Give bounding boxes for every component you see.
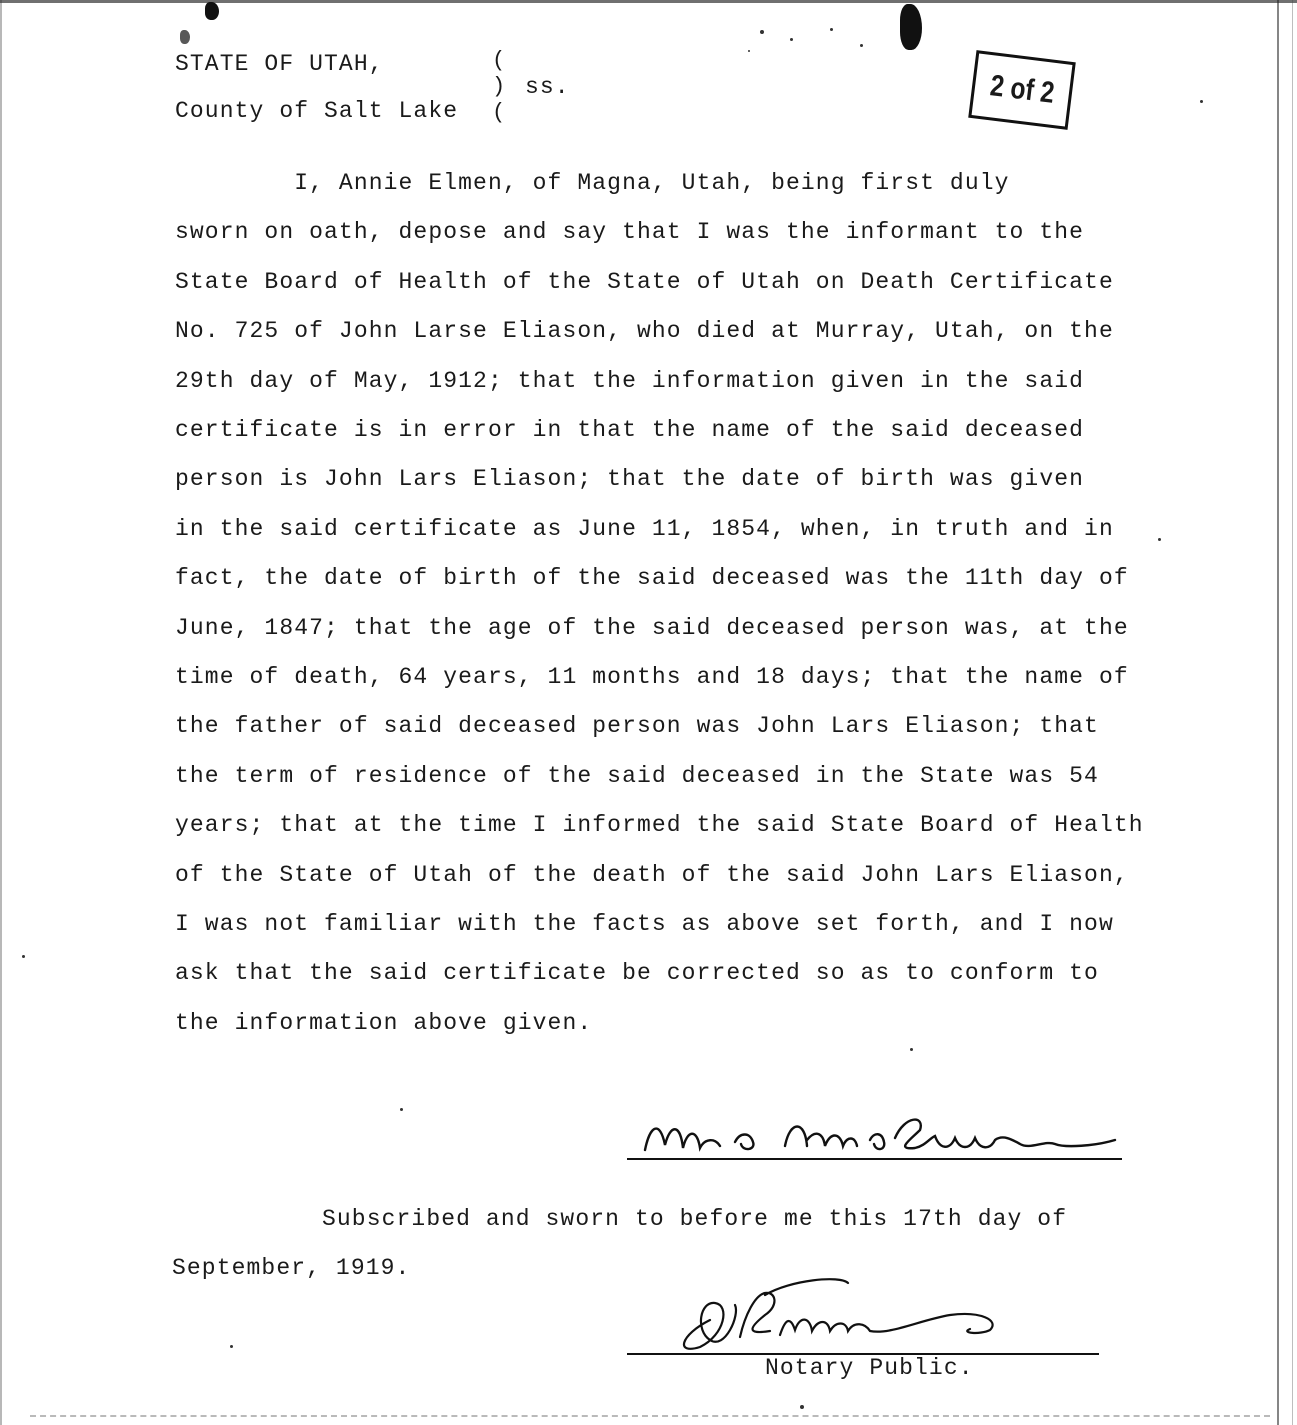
affidavit-line: time of death, 64 years, 11 months and 18 days; that the name of — [175, 664, 1129, 690]
affidavit-line: 29th day of May, 1912; that the information given in the said — [175, 368, 1085, 394]
jurat-line-2: September, 1919. — [172, 1255, 411, 1281]
speck — [760, 30, 764, 34]
affidavit-line: in the said certificate as June 11, 1854, when, in truth and in — [175, 516, 1114, 542]
affidavit-line: I, Annie Elmen, of Magna, Utah, being first duly — [175, 170, 1010, 196]
speck — [830, 28, 833, 31]
affidavit-line: fact, the date of birth of the said deceased was the 11th day of — [175, 565, 1129, 591]
speck — [22, 955, 25, 958]
affiant-signature-line — [627, 1158, 1122, 1160]
venue-county: County of Salt Lake — [175, 98, 459, 124]
affiant-signature — [625, 1110, 1135, 1160]
affidavit-line: the information above given. — [175, 1010, 593, 1036]
venue-state: STATE OF UTAH, — [175, 51, 384, 77]
affidavit-line: State Board of Health of the State of Utah on Death Certificate — [175, 269, 1114, 295]
page-count-label: 2 of 2 — [988, 69, 1056, 110]
scan-edge-bottom — [30, 1415, 1270, 1419]
speck — [910, 1048, 913, 1051]
scan-edge-top — [0, 0, 1297, 3]
speck — [230, 1345, 233, 1348]
affidavit-line: I was not familiar with the facts as above set forth, and I now — [175, 911, 1114, 937]
notary-public-label: Notary Public. — [765, 1355, 974, 1381]
venue-ss: ss. — [525, 74, 570, 100]
ink-blot — [900, 4, 922, 50]
affidavit-line: the term of residence of the said deceased in the State was 54 — [175, 763, 1099, 789]
speck — [790, 38, 793, 41]
speck — [400, 1108, 403, 1111]
affidavit-line: certificate is in error in that the name of the said deceased — [175, 417, 1085, 443]
speck — [1158, 538, 1161, 541]
affidavit-line: sworn on oath, depose and say that I was the informant to the — [175, 219, 1085, 245]
affidavit-line: the father of said deceased person was John Lars Eliason; that — [175, 713, 1099, 739]
notary-signature — [670, 1275, 1010, 1355]
scan-edge-right — [1277, 0, 1279, 1425]
affidavit-line: ask that the said certificate be corrected so as to conform to — [175, 960, 1099, 986]
scan-edge-left — [0, 0, 2, 1425]
page-count-stamp — [968, 50, 1076, 130]
speck — [800, 1405, 804, 1409]
speck — [1200, 100, 1203, 103]
speck — [748, 50, 750, 52]
affidavit-line: years; that at the time I informed the said State Board of Health — [175, 812, 1144, 838]
affidavit-line: person is John Lars Eliason; that the date of birth was given — [175, 466, 1085, 492]
ink-blot — [180, 30, 190, 44]
affidavit-line: of the State of Utah of the death of the said John Lars Eliason, — [175, 862, 1129, 888]
jurat-line-1: Subscribed and sworn to before me this 17th day of — [322, 1206, 1068, 1232]
venue-brackets: ( ) ( — [492, 48, 507, 125]
ink-blot — [205, 2, 219, 20]
scan-edge-right-outer — [1292, 0, 1293, 1425]
affidavit-line: June, 1847; that the age of the said deceased person was, at the — [175, 615, 1129, 641]
speck — [860, 44, 863, 47]
affidavit-line: No. 725 of John Larse Eliason, who died at Murray, Utah, on the — [175, 318, 1114, 344]
